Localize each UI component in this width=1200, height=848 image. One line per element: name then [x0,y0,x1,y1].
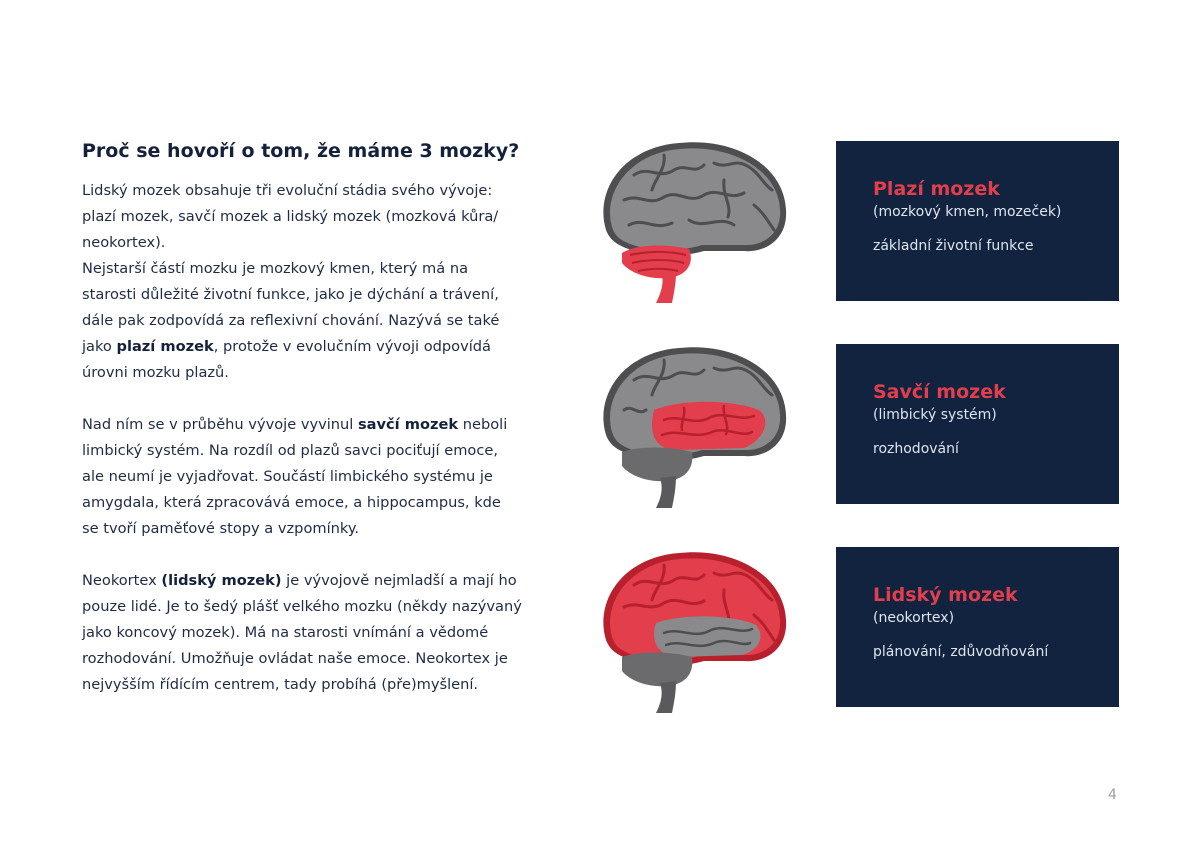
card-plazi-mozek [836,141,1119,301]
paragraph-3 [82,568,522,698]
term-savci-mozek: savčí mozek [357,416,459,433]
brain-limbic-icon [594,340,794,510]
term-plazi-mozek: plazí mozek [116,338,214,355]
card-title: Lidský mozek [873,584,1018,606]
card-function: plánování, zdůvodňování [873,644,1049,660]
paragraph-1-text: Nejstarší částí mozku je mozkový kmen, který má na starosti důležité životní funkce, jako je dýchání a trávení, dále pak zodpovídá za reflexivní chování. Nazývá se také jako [82,260,500,355]
page-heading: Proč se hovoří o tom, že máme 3 mozky? [82,140,520,162]
paragraph-1 [82,178,522,386]
card-savci-mozek [836,344,1119,504]
paragraph-3-end: je vývojově nejmladší a mají ho pouze lidé. Je to šedý plášť velkého mozku (někdy nazývaný jako koncový mozek). Má na starosti vnímání a vědomé rozhodování. Umožňuje ovládat naše emoce. Neokortex je nejvyšším řídícím centrem, tady probíhá (pře)myšlení. [82,572,522,693]
card-lidsky-mozek [836,547,1119,707]
paragraph-2-start: Nad ním se v průběhu vývoje vyvinul [82,416,358,433]
paragraph-3-start: Neokortex [82,572,162,589]
brain-reptilian-icon [594,135,794,305]
card-subtitle: (limbický systém) [873,407,997,423]
paragraph-1-end: , protože v evolučním vývoji odpovídá úrovni mozku plazů. [82,338,491,381]
paragraph-1-intro: Lidský mozek obsahuje tři evoluční stádia svého vývoje: plazí mozek, savčí mozek a lidský mozek (mozková kůra/ neokortex). [82,182,499,251]
card-subtitle: (mozkový kmen, mozeček) [873,204,1062,220]
paragraph-2 [82,412,522,542]
brain-neocortex-icon [594,545,794,715]
card-subtitle: (neokortex) [873,610,955,626]
card-title: Savčí mozek [873,381,1006,403]
paragraph-2-end: neboli limbický systém. Na rozdíl od plazů savci pociťují emoce, ale neumí je vyjadřovat. Součástí limbického systému je amygdala, která zpracovává emoce, a hippocampus, kde se tvoří paměťové stopy a vzpomínky. [82,416,508,537]
body-text [82,178,522,724]
card-function: rozhodování [873,441,959,457]
page-number: 4 [1108,787,1117,803]
card-function: základní životní funkce [873,238,1034,254]
card-title: Plazí mozek [873,178,1000,200]
term-lidsky-mozek: (lidský mozek) [161,572,282,589]
